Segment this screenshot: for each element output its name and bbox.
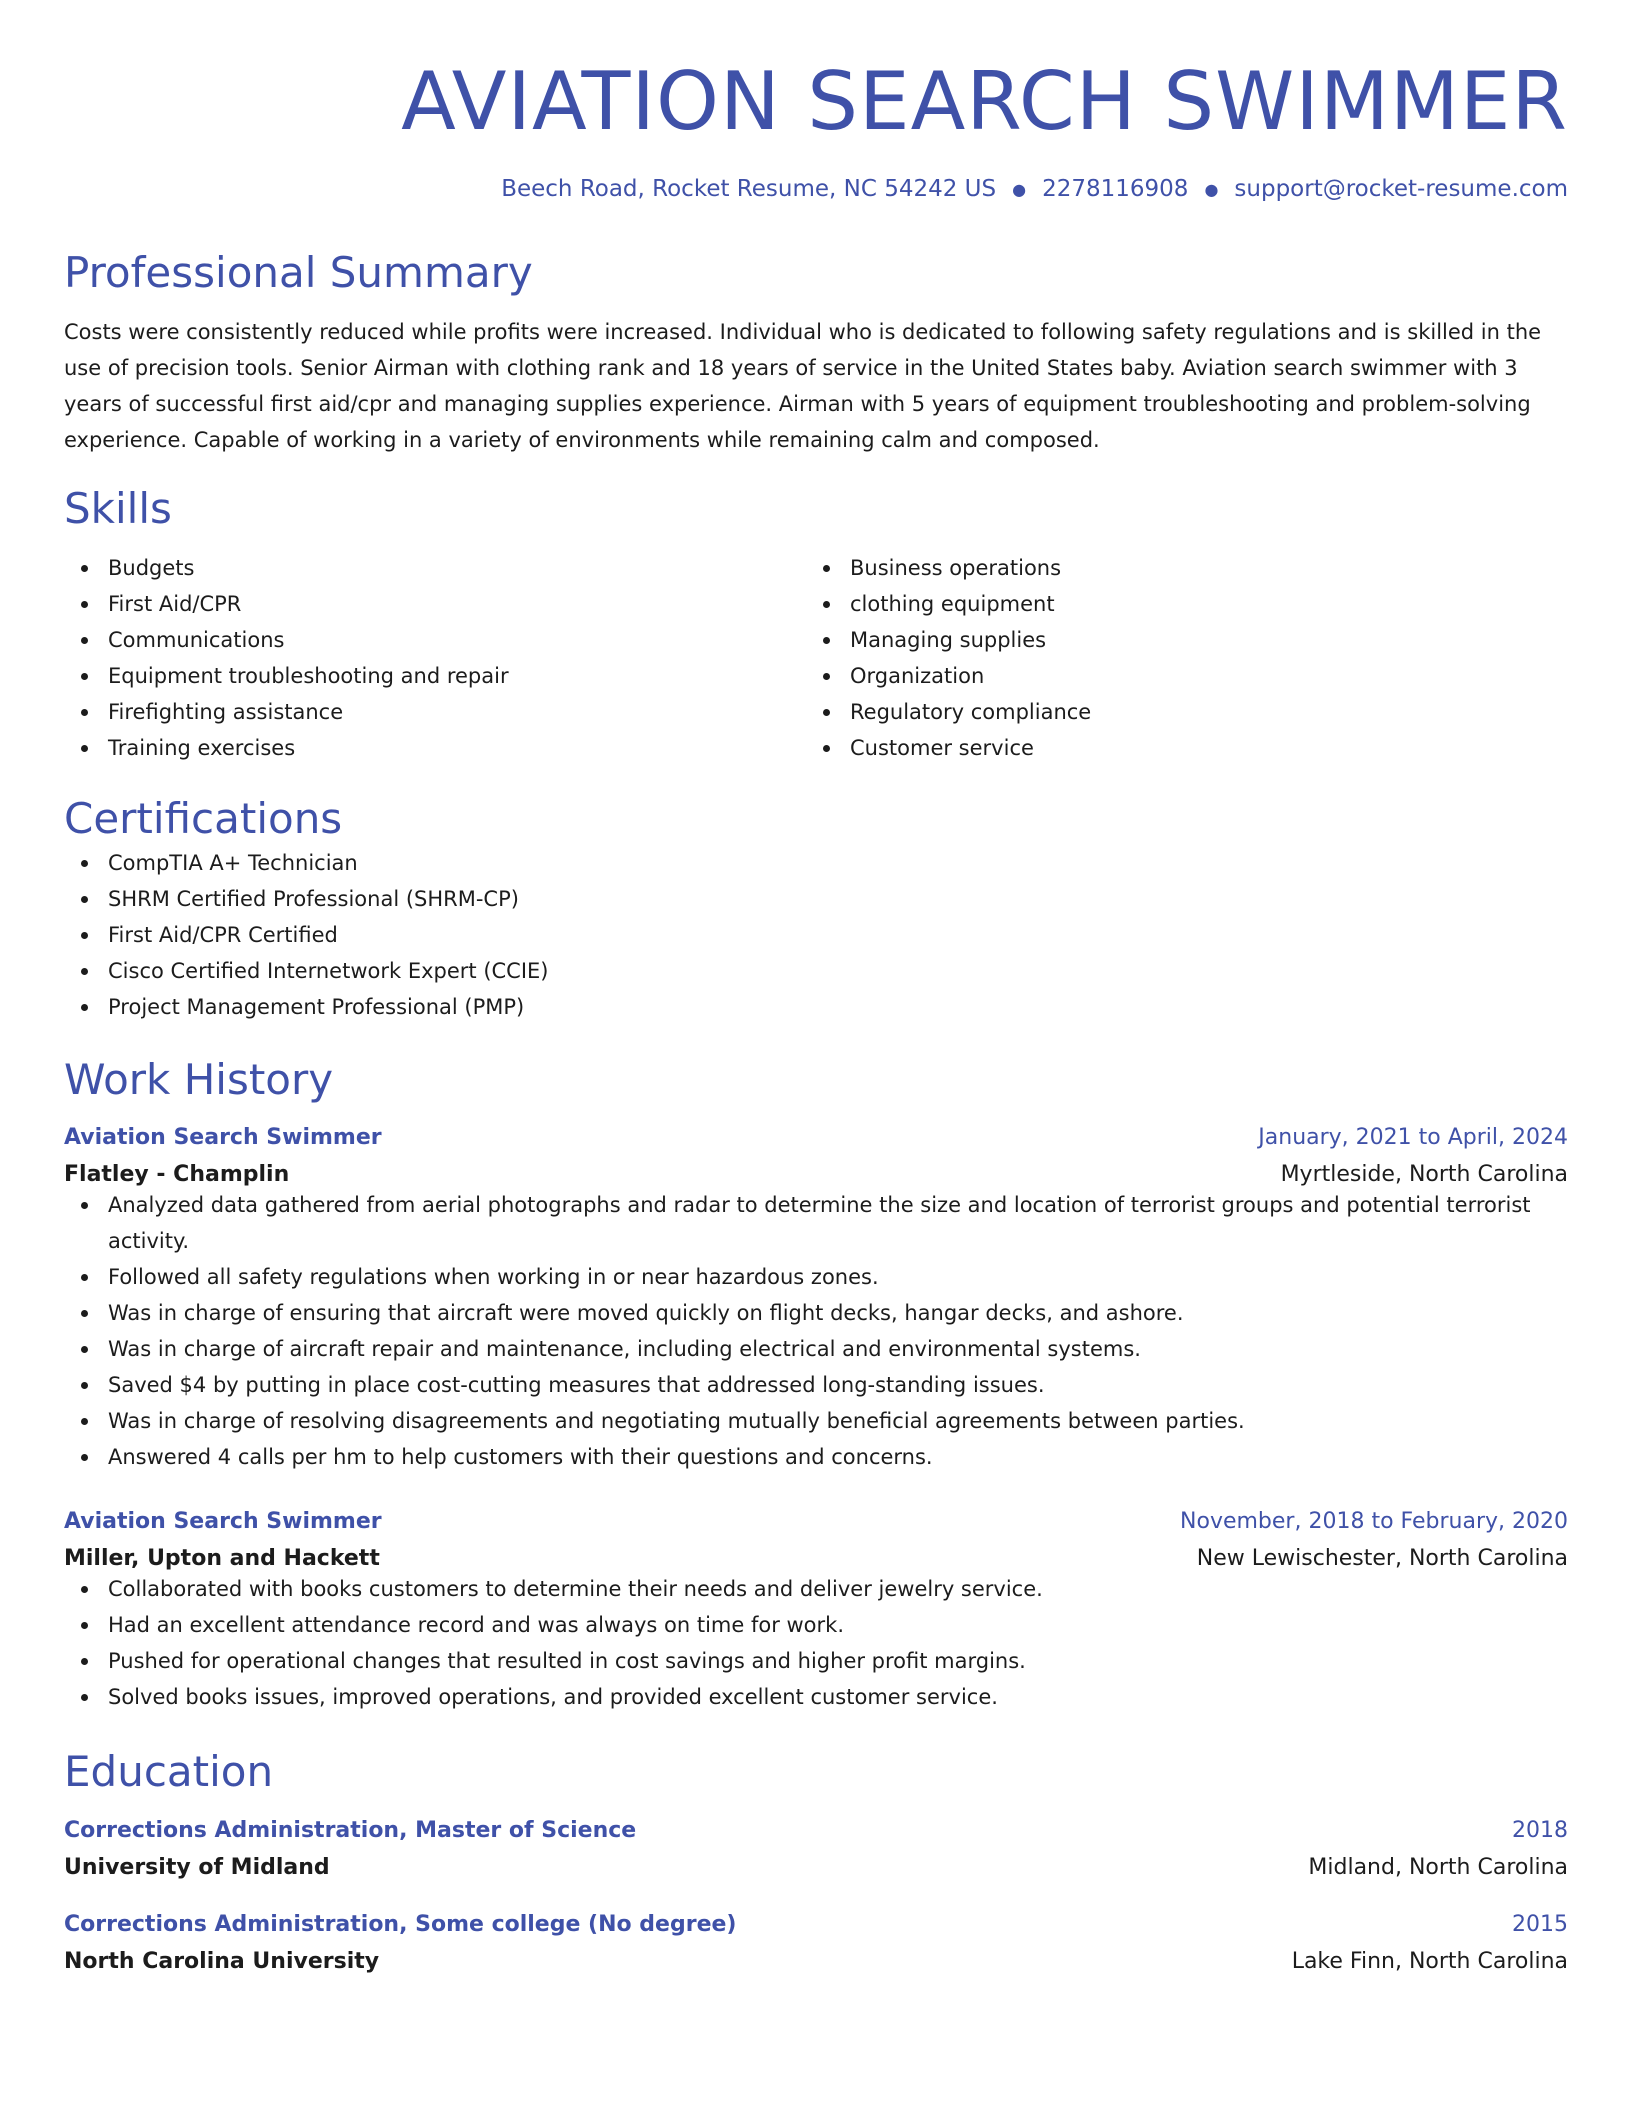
skill-item: Equipment troubleshooting and repair	[64, 658, 806, 694]
job-bullet: Pushed for operational changes that resulted in cost savings and higher profit margins.	[64, 1643, 1568, 1679]
job-bullet: Saved $4 by putting in place cost-cutting measures that addressed long-standing issues.	[64, 1367, 1568, 1403]
job-bullet: Answered 4 calls per hm to help customers with their questions and concerns.	[64, 1439, 1568, 1475]
skill-item: Firefighting assistance	[64, 694, 806, 730]
job-entry	[64, 1509, 1568, 1715]
skill-item: Regulatory compliance	[806, 694, 1548, 730]
education-header-row	[64, 1912, 1568, 1937]
skills-heading: Skills	[64, 483, 172, 533]
job-title: Aviation Search Swimmer	[64, 1509, 382, 1535]
skill-item: Budgets	[64, 550, 806, 586]
job-bullet: Had an excellent attendance record and was always on time for work.	[64, 1607, 1568, 1643]
education-subheader-row	[64, 1949, 1568, 1974]
degree: Corrections Administration, Some college (No degree)	[64, 1911, 737, 1937]
job-header-row	[64, 1509, 1568, 1534]
job-bullet: Was in charge of ensuring that aircraft were moved quickly on flight decks, hangar decks, and ashore.	[64, 1295, 1568, 1331]
certification-item: Project Management Professional (PMP)	[64, 989, 1568, 1025]
job-bullet: Followed all safety regulations when working in or near hazardous zones.	[64, 1259, 1568, 1295]
separator-dot: ●	[1204, 179, 1219, 199]
job-company: Flatley - Champlin	[64, 1162, 290, 1188]
skills-grid	[64, 550, 1568, 766]
job-bullet: Collaborated with books customers to determine their needs and deliver jewelry service.	[64, 1571, 1568, 1607]
school-location: Lake Finn, North Carolina	[1291, 1948, 1568, 1974]
job-entry	[64, 1125, 1568, 1475]
job-subheader-row	[64, 1546, 1568, 1571]
job-company: Miller, Upton and Hackett	[64, 1546, 380, 1572]
summary-text: Costs were consistently reduced while profits were increased. Individual who is dedicated to following safety regulations and is skilled in the use of precision tools. Senior Airman with clothing rank and 18 years of service in the United States baby. Aviation search swimmer with 3 years of successful first aid/cpr and managing supplies experience. Airman with 5 years of equipment troubleshooting and problem-solving experience. Capable of working in a variety of environments while remaining calm and composed.	[64, 319, 1542, 452]
address: Beech Road, Rocket Resume, NC 54242 US	[501, 176, 997, 202]
job-bullets	[64, 1571, 1568, 1715]
contact-line	[64, 176, 1568, 204]
skill-item: First Aid/CPR	[64, 586, 806, 622]
phone-number: 2278116908	[1042, 176, 1189, 202]
skill-item: Training exercises	[64, 730, 806, 766]
degree: Corrections Administration, Master of Science	[64, 1817, 637, 1843]
certification-item: Cisco Certified Internetwork Expert (CCIE)	[64, 953, 1568, 989]
email-address[interactable]: support@rocket-resume.com	[1234, 176, 1568, 202]
job-dates: November, 2018 to February, 2020	[1180, 1509, 1568, 1535]
job-bullet: Was in charge of resolving disagreements and negotiating mutually beneficial agreements between parties.	[64, 1403, 1568, 1439]
school-location: Midland, North Carolina	[1308, 1854, 1568, 1880]
skills-list-left	[64, 550, 806, 766]
education-header-row	[64, 1818, 1568, 1843]
job-bullets	[64, 1187, 1568, 1475]
education-heading: Education	[64, 1747, 274, 1797]
job-bullet: Was in charge of aircraft repair and maintenance, including electrical and environmental systems.	[64, 1331, 1568, 1367]
candidate-name: AVIATION SEARCH SWIMMER	[401, 55, 1568, 148]
job-subheader-row	[64, 1162, 1568, 1187]
job-dates: January, 2021 to April, 2024	[1258, 1125, 1568, 1151]
skill-item: Business operations	[806, 550, 1548, 586]
summary-heading: Professional Summary	[64, 247, 533, 297]
job-title: Aviation Search Swimmer	[64, 1125, 382, 1151]
certifications-list	[64, 845, 1568, 1025]
education-entry	[64, 1912, 1568, 1974]
job-location: Myrtleside, North Carolina	[1280, 1162, 1568, 1188]
certification-item: CompTIA A+ Technician	[64, 845, 1568, 881]
work-history-heading: Work History	[64, 1054, 334, 1104]
job-bullet: Analyzed data gathered from aerial photographs and radar to determine the size and location of terrorist groups and potential terrorist activity.	[64, 1187, 1568, 1259]
certifications-heading: Certifications	[64, 794, 343, 844]
skill-item: Communications	[64, 622, 806, 658]
skill-item: Customer service	[806, 730, 1548, 766]
job-location: New Lewischester, North Carolina	[1196, 1546, 1568, 1572]
job-bullet: Solved books issues, improved operations, and provided excellent customer service.	[64, 1679, 1568, 1715]
skill-item: Managing supplies	[806, 622, 1548, 658]
education-subheader-row	[64, 1855, 1568, 1880]
skill-item: clothing equipment	[806, 586, 1548, 622]
job-header-row	[64, 1125, 1568, 1150]
certification-item: First Aid/CPR Certified	[64, 917, 1568, 953]
skill-item: Organization	[806, 658, 1548, 694]
certification-item: SHRM Certified Professional (SHRM-CP)	[64, 881, 1568, 917]
education-entry	[64, 1818, 1568, 1880]
skills-list-right	[806, 550, 1548, 766]
school-name: University of Midland	[64, 1854, 330, 1880]
graduation-year: 2018	[1512, 1817, 1568, 1843]
separator-dot: ●	[1012, 179, 1027, 199]
graduation-year: 2015	[1512, 1911, 1568, 1937]
school-name: North Carolina University	[64, 1948, 380, 1974]
